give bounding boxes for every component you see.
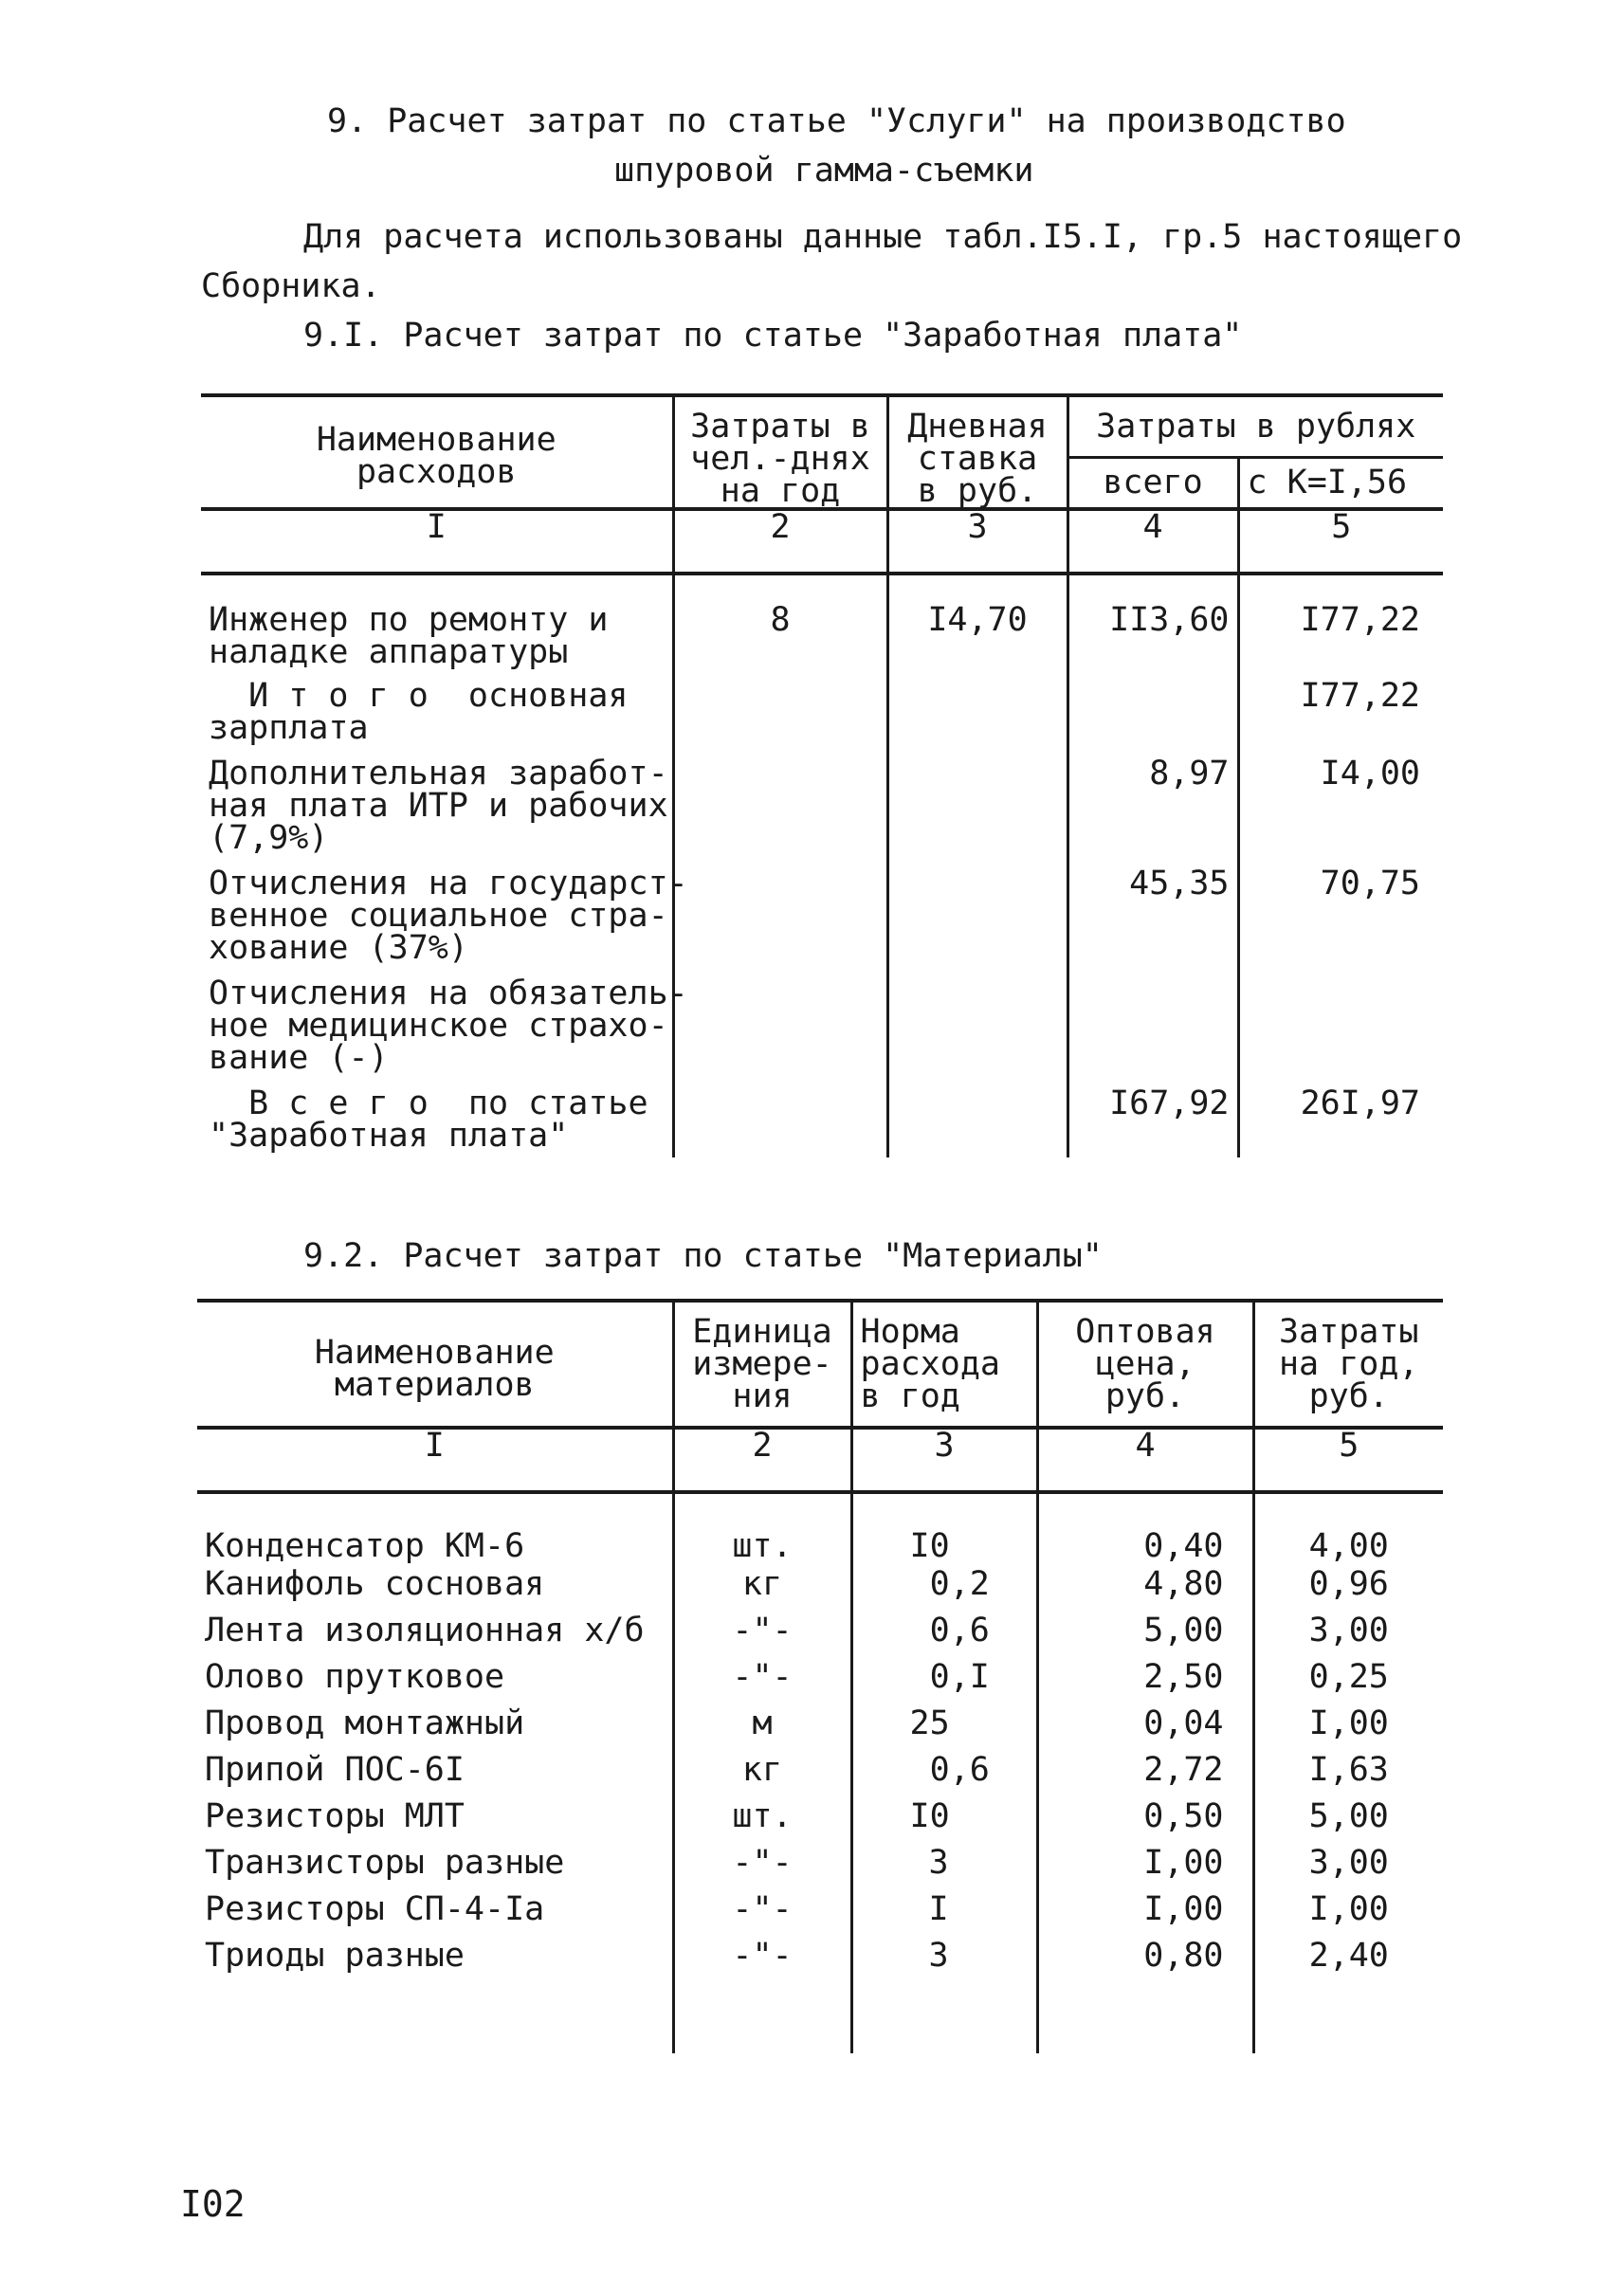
row-name: Отчисления на государст- венное социальное стра- хование (37%) — [209, 865, 688, 967]
row-price: 2,72 — [1143, 1751, 1224, 1789]
row-unit: -"- — [732, 1937, 793, 1975]
row-unit: -"- — [732, 1658, 793, 1696]
page-number: I02 — [180, 2183, 246, 2225]
column-number: 4 — [1067, 509, 1238, 574]
table-row — [201, 574, 1443, 668]
row-norm: I — [928, 1890, 949, 1928]
row-name: Резисторы МЛТ — [205, 1797, 465, 1835]
row-cost: I,00 — [1308, 1704, 1389, 1742]
table-row — [201, 1074, 1443, 1157]
row-name: Отчисления на обязатель- ное медицинское страхо- вание (-) — [209, 975, 688, 1077]
table-row — [201, 744, 1443, 854]
column-number: 2 — [673, 1428, 851, 1492]
row-price: I,00 — [1143, 1890, 1224, 1928]
header-daily-rate: Дневная ставка в руб. — [887, 395, 1067, 509]
row-cost: 0,96 — [1308, 1565, 1389, 1603]
row-rate: I4,70 — [927, 601, 1028, 639]
row-unit: -"- — [732, 1844, 793, 1882]
column-number-row — [201, 509, 1443, 574]
row-unit: м — [752, 1704, 773, 1742]
header-expense-name: Наименование расходов — [316, 421, 557, 491]
row-unit: кг — [741, 1565, 783, 1603]
row-cost: I,00 — [1308, 1890, 1389, 1928]
table-row — [197, 1707, 1443, 1754]
header-with-k: с К=I,56 — [1238, 457, 1443, 509]
row-cost: 2,40 — [1308, 1937, 1389, 1975]
column-number: I — [197, 1428, 673, 1492]
table-row — [197, 1568, 1443, 1614]
row-k: I77,22 — [1300, 601, 1420, 639]
table1-caption: 9.I. Расчет затрат по статье "Заработная плата" — [303, 317, 1243, 355]
table-row — [201, 668, 1443, 744]
intro-line2: Сборника. — [201, 267, 381, 305]
row-name: Припой ПОС-6I — [205, 1751, 465, 1789]
column-number: 2 — [673, 509, 887, 574]
row-name: Лента изоляционная х/б — [205, 1612, 645, 1649]
row-days: 8 — [770, 601, 791, 639]
row-cost: 3,00 — [1308, 1612, 1389, 1649]
row-name: Дополнительная заработ- ная плата ИТР и рабочих (7,9%) — [209, 755, 668, 857]
row-name: Канифоль сосновая — [205, 1565, 545, 1603]
row-norm: 25 — [909, 1704, 950, 1742]
column-number: 4 — [1037, 1428, 1253, 1492]
header-material-name: Наименование материалов — [314, 1334, 555, 1404]
header-price: Оптовая цена, руб. — [1037, 1301, 1253, 1428]
table-row — [197, 1661, 1443, 1707]
row-norm: 0,2 — [909, 1565, 990, 1603]
header-norm: Норма расхода в год — [851, 1301, 1037, 1428]
row-norm: I0 — [909, 1797, 950, 1835]
header-man-days: Затраты в чел.-днях на год — [673, 395, 887, 509]
row-name: Резисторы СП-4-Iа — [205, 1890, 545, 1928]
table-row — [197, 1754, 1443, 1800]
table-row — [201, 854, 1443, 964]
row-unit: кг — [741, 1751, 783, 1789]
row-total: II3,60 — [1109, 601, 1230, 639]
row-name: И т о г о основная зарплата — [209, 677, 629, 747]
header-unit: Единица измере- ния — [673, 1301, 851, 1428]
section-title-line2: шпуровой гамма-съемки — [614, 152, 1034, 190]
row-total: 45,35 — [1129, 865, 1230, 902]
table-row — [197, 1800, 1443, 1847]
column-number: I — [201, 509, 673, 574]
table-row — [197, 1492, 1443, 1568]
row-unit: -"- — [732, 1612, 793, 1649]
row-price: 2,50 — [1143, 1658, 1224, 1696]
row-name: Олово прутковое — [205, 1658, 505, 1696]
row-k: 26I,97 — [1300, 1084, 1420, 1122]
header-costs-rubles: Затраты в рублях — [1067, 395, 1443, 457]
row-price: I,00 — [1143, 1844, 1224, 1882]
row-total: 8,97 — [1149, 755, 1230, 793]
row-unit: шт. — [732, 1527, 793, 1565]
row-norm: 0,6 — [909, 1612, 990, 1649]
row-name: Провод монтажный — [205, 1704, 525, 1742]
table-row — [197, 1893, 1443, 1940]
intro-line1: Для расчета использованы данные табл.I5.I, гр.5 настоящего — [303, 218, 1463, 256]
row-cost: 3,00 — [1308, 1844, 1389, 1882]
row-unit: шт. — [732, 1797, 793, 1835]
table-row — [201, 964, 1443, 1074]
row-norm: 3 — [928, 1937, 949, 1975]
row-name: Конденсатор КМ-6 — [205, 1527, 525, 1565]
header-cost: Затраты на год, руб. — [1253, 1301, 1443, 1428]
row-price: 0,04 — [1143, 1704, 1224, 1742]
table-row — [197, 1940, 1443, 2053]
row-cost: 5,00 — [1308, 1797, 1389, 1835]
column-number: 3 — [887, 509, 1067, 574]
row-price: 0,50 — [1143, 1797, 1224, 1835]
row-name: Транзисторы разные — [205, 1844, 565, 1882]
column-number-row — [197, 1428, 1443, 1492]
table2-caption: 9.2. Расчет затрат по статье "Материалы" — [303, 1237, 1103, 1275]
column-number: 3 — [851, 1428, 1037, 1492]
row-norm: 0,6 — [909, 1751, 990, 1789]
row-name: Инженер по ремонту и наладке аппаратуры — [209, 601, 609, 671]
table-row — [197, 1847, 1443, 1893]
row-unit: -"- — [732, 1890, 793, 1928]
row-name: Триоды разные — [205, 1937, 465, 1975]
row-norm: 0,I — [909, 1658, 990, 1696]
row-norm: I0 — [909, 1527, 950, 1565]
row-price: 0,40 — [1143, 1527, 1224, 1565]
row-cost: 4,00 — [1308, 1527, 1389, 1565]
row-total: I67,92 — [1109, 1084, 1230, 1122]
column-number: 5 — [1238, 509, 1443, 574]
row-name: В с е г о по статье "Заработная плата" — [209, 1084, 648, 1155]
header-total: всего — [1067, 457, 1238, 509]
section-title-line1: 9. Расчет затрат по статье "Услуги" на производство — [327, 102, 1346, 140]
materials-table — [197, 1299, 1443, 2053]
row-cost: I,63 — [1308, 1751, 1389, 1789]
row-price: 0,80 — [1143, 1937, 1224, 1975]
row-k: I77,22 — [1300, 677, 1420, 715]
row-price: 5,00 — [1143, 1612, 1224, 1649]
row-cost: 0,25 — [1308, 1658, 1389, 1696]
row-k: 70,75 — [1320, 865, 1420, 902]
table-row — [197, 1614, 1443, 1661]
row-k: I4,00 — [1320, 755, 1420, 793]
salary-table — [201, 393, 1443, 1157]
row-price: 4,80 — [1143, 1565, 1224, 1603]
row-norm: 3 — [928, 1844, 949, 1882]
column-number: 5 — [1253, 1428, 1443, 1492]
